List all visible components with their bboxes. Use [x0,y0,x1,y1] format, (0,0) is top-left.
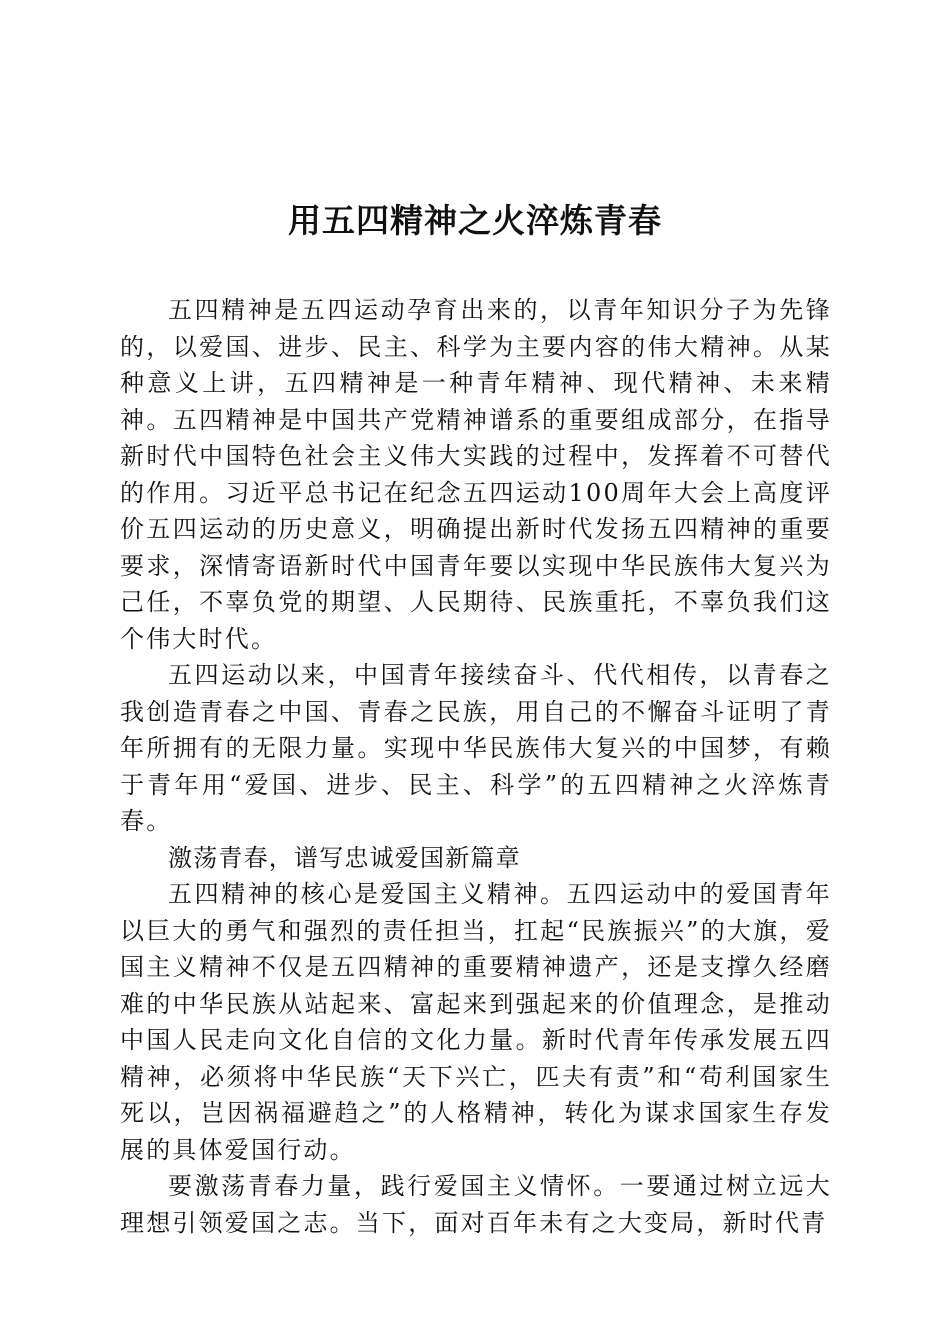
document-title: 用五四精神之火淬炼青春 [288,201,662,240]
section-heading-patriotism: 激荡青春，谱写忠诚爱国新篇章 [168,843,521,872]
paragraph-youth-history: 五四运动以来，中国青年接续奋斗、代代相传，以青春之我创造青春之中国、青春之民族，用自己的不懈奋斗证明了青年所拥有的无限力量。实现中华民族伟大复兴的中国梦，有赖于青年用“爱国、进步、民主、科学”的五四精神之火淬炼青春。 [120,661,832,835]
paragraph-intro: 五四精神是五四运动孕育出来的，以青年知识分子为先锋的，以爱国、进步、民主、科学为主要内容的伟大精神。从某种意义上讲，五四精神是一种青年精神、现代精神、未来精神。五四精神是中国共产党精神谱系的重要组成部分，在指导新时代中国特色社会主义伟大实践的过程中，发挥着不可替代的作用。习近平总书记在纪念五四运动100周年大会上高度评价五四运动的历史意义，明确提出新时代发扬五四精神的重要要求，深情寄语新时代中国青年要以实现中华民族伟大复兴为己任，不辜负党的期望、人民期待、民族重托，不辜负我们这个伟大时代。 [120,296,832,653]
paragraph-youth-power: 要激荡青春力量，践行爱国主义情怀。一要通过树立远大理想引领爱国之志。当下，面对百年未有之大变局，新时代青 [120,1172,832,1237]
document-body [120,292,832,1241]
paragraph-patriotism-core: 五四精神的核心是爱国主义精神。五四运动中的爱国青年以巨大的勇气和强烈的责任担当，扛起“民族振兴”的大旗，爱国主义精神不仅是五四精神的重要精神遗产，还是支撑久经磨难的中华民族从站起来、富起来到强起来的价值理念，是推动中国人民走向文化自信的文化力量。新时代青年传承发展五四精神，必须将中华民族“天下兴亡，匹夫有责”和“苟利国家生死以，岂因祸福避趋之”的人格精神，转化为谋求国家生存发展的具体爱国行动。 [120,880,832,1164]
